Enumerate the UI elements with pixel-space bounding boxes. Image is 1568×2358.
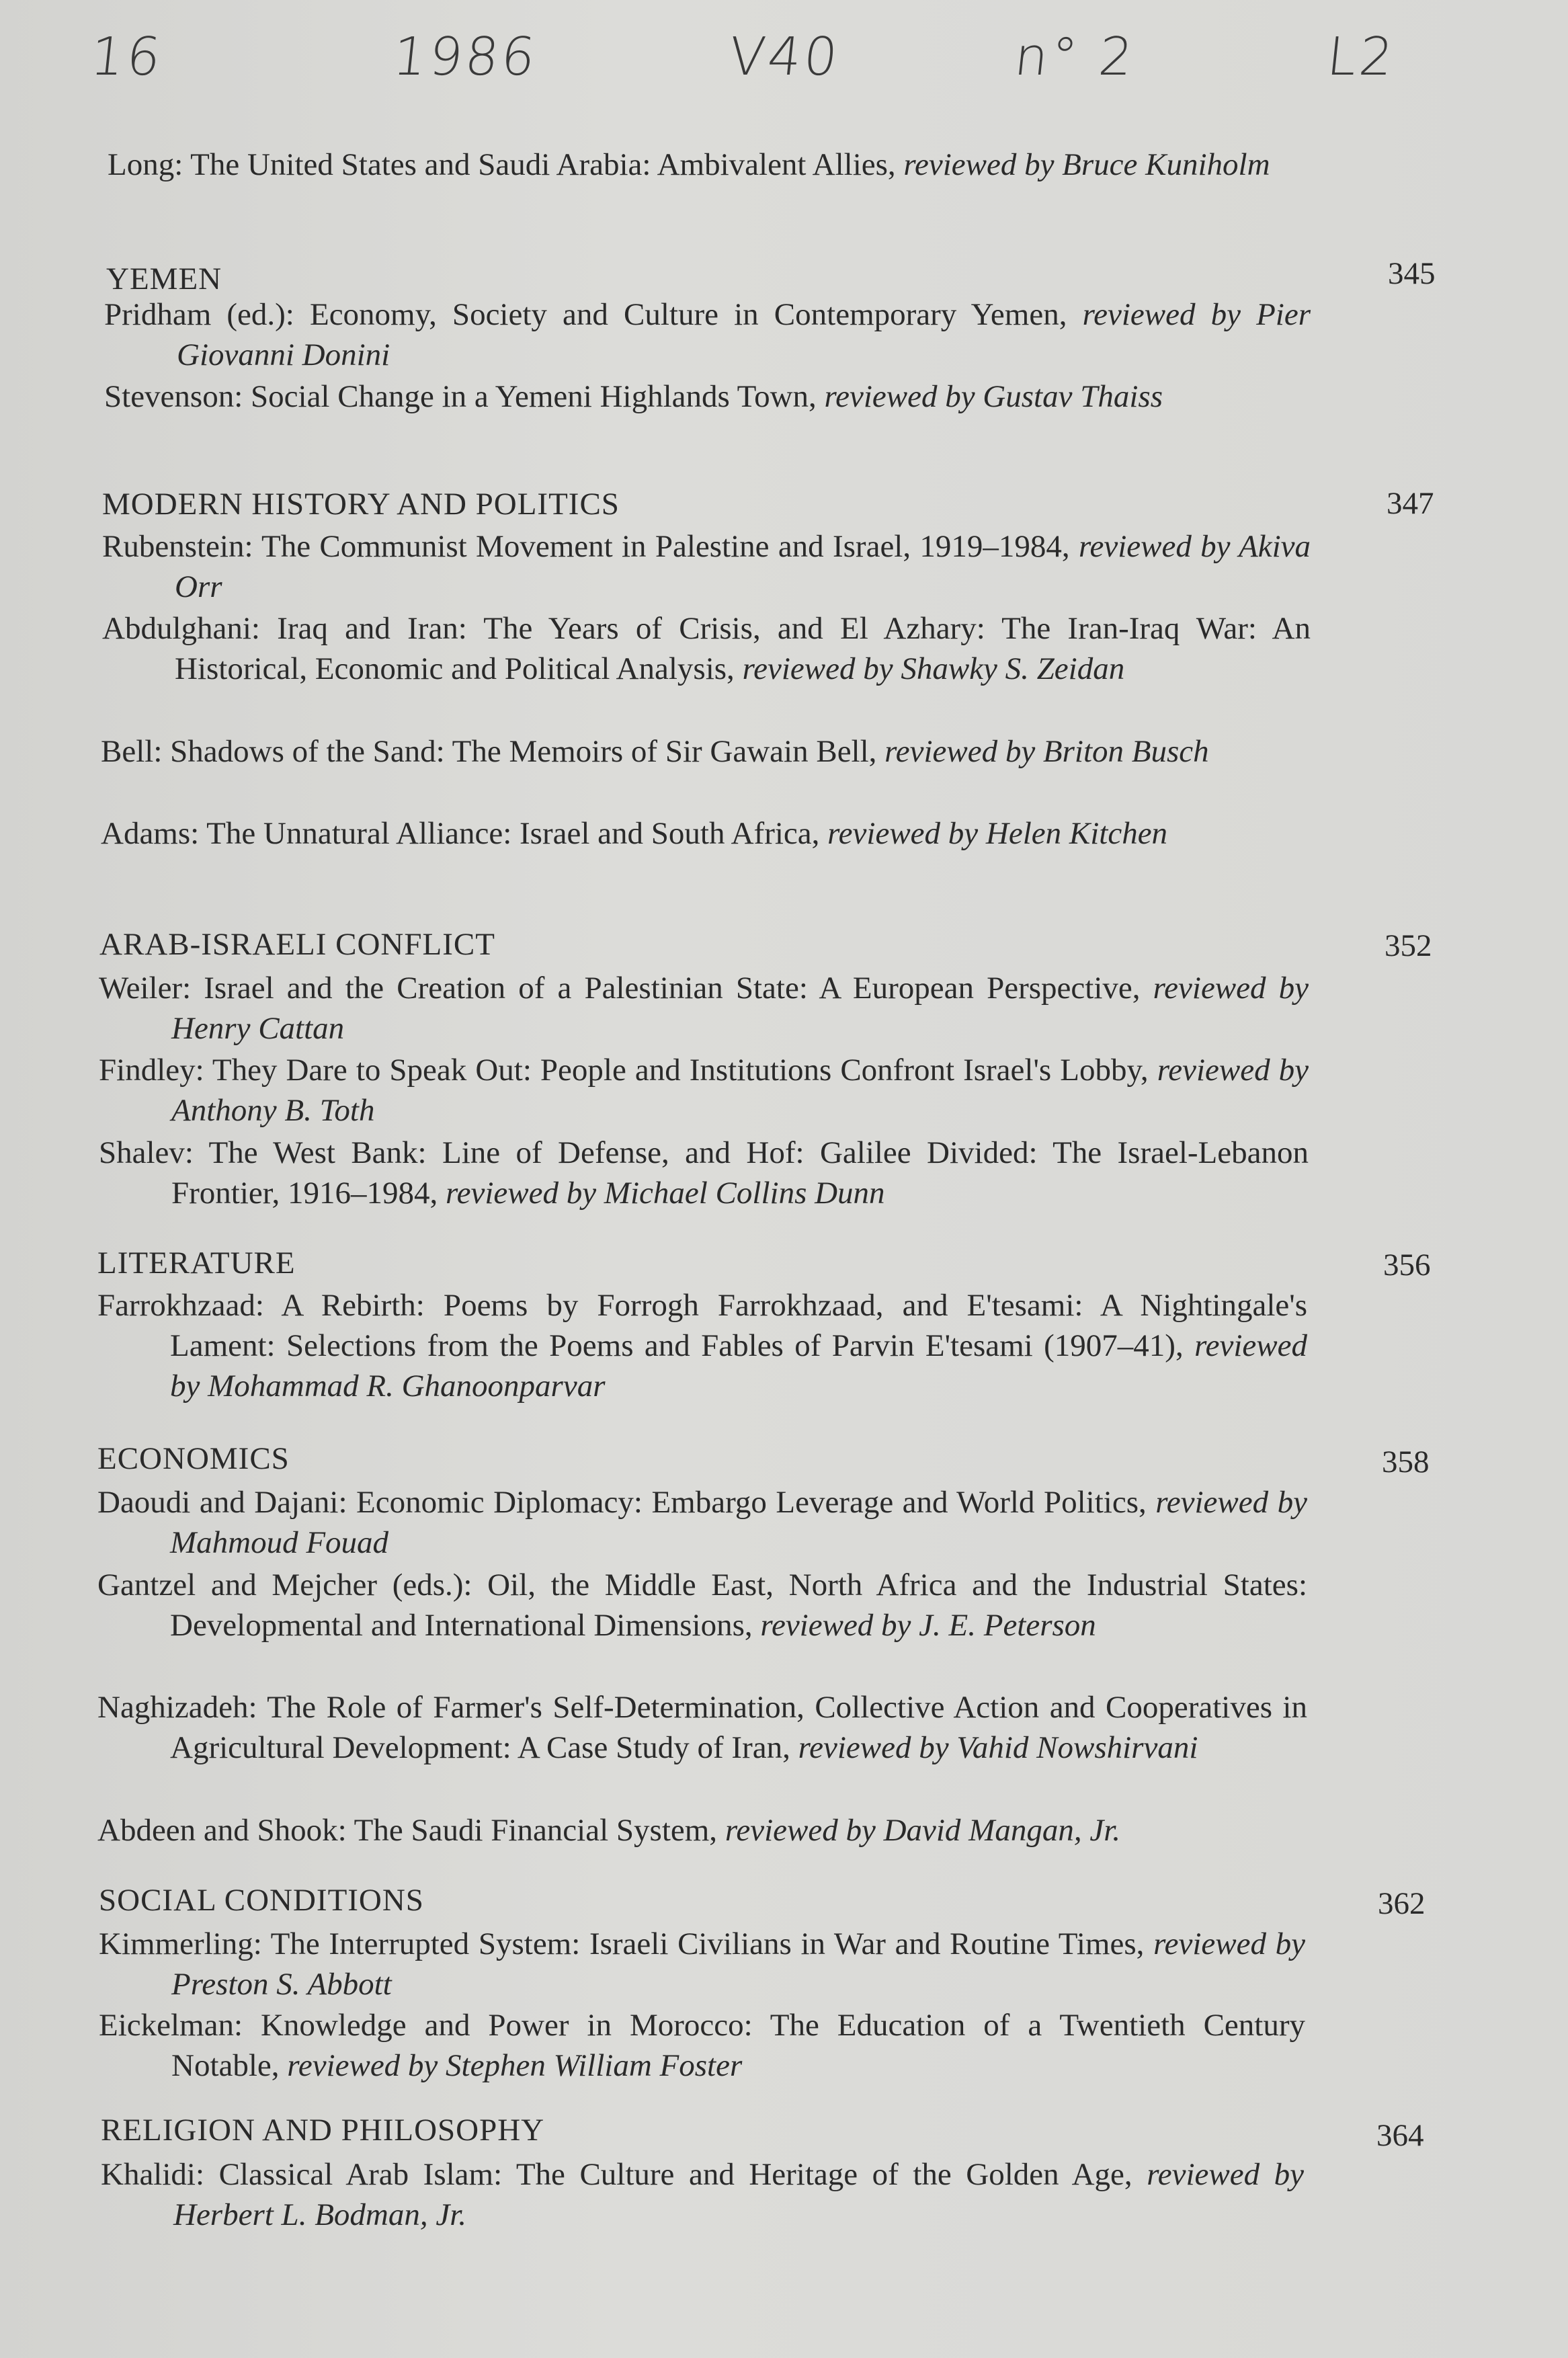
handwritten-note-3: V40 [726,27,843,87]
entry-reviewer: reviewed by Anthony B. Toth [171,1053,1309,1128]
section-page-number: 362 [1378,1886,1426,1921]
section-title: RELIGION AND PHILOSOPHY [101,2113,545,2148]
entry-reviewer: reviewed by Stephen William Foster [287,2048,743,2083]
handwritten-note-5: L2 [1324,27,1399,87]
entry-reviewer: reviewed by Pier Giovanni Donini [177,297,1311,372]
entry-text: Weiler: Israel and the Creation of a Palestinian State: A European Perspective, [99,971,1153,1006]
entry-text: Daoudi and Dajani: Economic Diplomacy: Embargo Leverage and World Politics, [97,1485,1156,1520]
list-item [97,1285,1307,1406]
section-title: ARAB-ISRAELI CONFLICT [99,927,495,962]
section-page-number: 356 [1383,1248,1431,1283]
entry-text: Rubenstein: The Communist Movement in Palestine and Israel, 1919–1984, [102,529,1079,564]
section-page-number: 358 [1382,1445,1430,1479]
entry-text: Long: The United States and Saudi Arabia: Ambivalent Allies, [108,147,904,182]
entry-reviewer: reviewed by Bruce Kuniholm [903,147,1270,182]
section-page-number: 347 [1387,486,1434,521]
section-page-number: 352 [1385,928,1432,963]
list-item [101,2154,1304,2235]
entry-text: Farrokhzaad: A Rebirth: Poems by Forrogh Farrokhzaad, and E'tesami: A Nightingale's Lament: Selections from the Poems and Fables of Parvin E'tesami (1907–41), [97,1288,1307,1363]
entry-text: Abdulghani: Iraq and Iran: The Years of Crisis, and El Azhary: The Iran-Iraq War: An Historical, Economic and Political Analysis, [102,611,1311,686]
entry-reviewer: reviewed by Shawky S. Zeidan [742,651,1125,686]
entry-reviewer: reviewed by Akiva Orr [175,529,1311,604]
list-item [101,731,1311,772]
section-title: LITERATURE [97,1246,296,1280]
list-item [97,1482,1307,1563]
section-page-number: 364 [1376,2118,1424,2153]
list-item [104,376,1311,417]
list-item [97,1565,1307,1645]
entry-reviewer: reviewed by Gustav Thaiss [824,379,1163,414]
entry-text: Kimmerling: The Interrupted System: Israeli Civilians in War and Routine Times, [99,1926,1154,1961]
list-item [101,813,1311,854]
section-page-number: 345 [1388,256,1436,291]
entry-reviewer: reviewed by David Mangan, Jr. [725,1813,1121,1848]
entry-text: Bell: Shadows of the Sand: The Memoirs of Sir Gawain Bell, [101,734,885,769]
list-item [102,608,1311,689]
list-item [108,145,1311,185]
section-title: ECONOMICS [97,1441,290,1476]
entry-reviewer: reviewed by Preston S. Abbott [171,1926,1305,2002]
list-item [99,1924,1305,2004]
handwritten-note-1: 16 [87,27,166,87]
entry-text: Pridham (ed.): Economy, Society and Culture in Contemporary Yemen, [104,297,1083,332]
entry-reviewer: reviewed by Mohammad R. Ghanoonparvar [170,1328,1307,1404]
list-item [99,2005,1305,2086]
entry-reviewer: reviewed by Henry Cattan [171,971,1309,1046]
list-item [99,1050,1309,1131]
section-title: MODERN HISTORY AND POLITICS [102,487,620,522]
entry-text: Stevenson: Social Change in a Yemeni Highlands Town, [104,379,825,414]
section-title: YEMEN [106,261,222,296]
entry-text: Gantzel and Mejcher (eds.): Oil, the Middle East, North Africa and the Industrial States: Developmental and International Dimensions, [97,1568,1307,1643]
handwritten-note-4: n° 2 [1012,27,1139,87]
list-item [97,1810,1307,1851]
entry-reviewer: reviewed by Michael Collins Dunn [446,1176,885,1211]
entry-text: Adams: The Unnatural Alliance: Israel and South Africa, [101,816,828,851]
entry-reviewer: reviewed by Helen Kitchen [827,816,1168,851]
entry-text: Naghizadeh: The Role of Farmer's Self-Determination, Collective Action and Cooperatives in Agricultural Development: A Case Study of Iran, [97,1690,1307,1765]
entry-reviewer: reviewed by J. E. Peterson [760,1608,1096,1643]
list-item [102,526,1311,607]
entry-text: Findley: They Dare to Speak Out: People and Institutions Confront Israel's Lobby, [99,1053,1157,1088]
list-item [97,1687,1307,1768]
entry-text: Khalidi: Classical Arab Islam: The Culture and Heritage of the Golden Age, [101,2157,1147,2192]
entry-reviewer: reviewed by Mahmoud Fouad [170,1485,1307,1560]
list-item [99,968,1309,1049]
list-item [104,294,1311,375]
section-title: SOCIAL CONDITIONS [99,1883,424,1918]
entry-text: Abdeen and Shook: The Saudi Financial System, [97,1813,725,1848]
entry-text: Eickelman: Knowledge and Power in Morocco: The Education of a Twentieth Century Notable, [99,2008,1305,2083]
entry-reviewer: reviewed by Briton Busch [884,734,1209,769]
entry-reviewer: reviewed by Vahid Nowshirvani [798,1730,1198,1765]
list-item [99,1133,1309,1213]
entry-reviewer: reviewed by Herbert L. Bodman, Jr. [173,2157,1304,2232]
handwritten-note-2: 1986 [390,27,541,87]
entry-text: Shalev: The West Bank: Line of Defense, and Hof: Galilee Divided: The Israel-Lebanon Frontier, 1916–1984, [99,1135,1309,1211]
